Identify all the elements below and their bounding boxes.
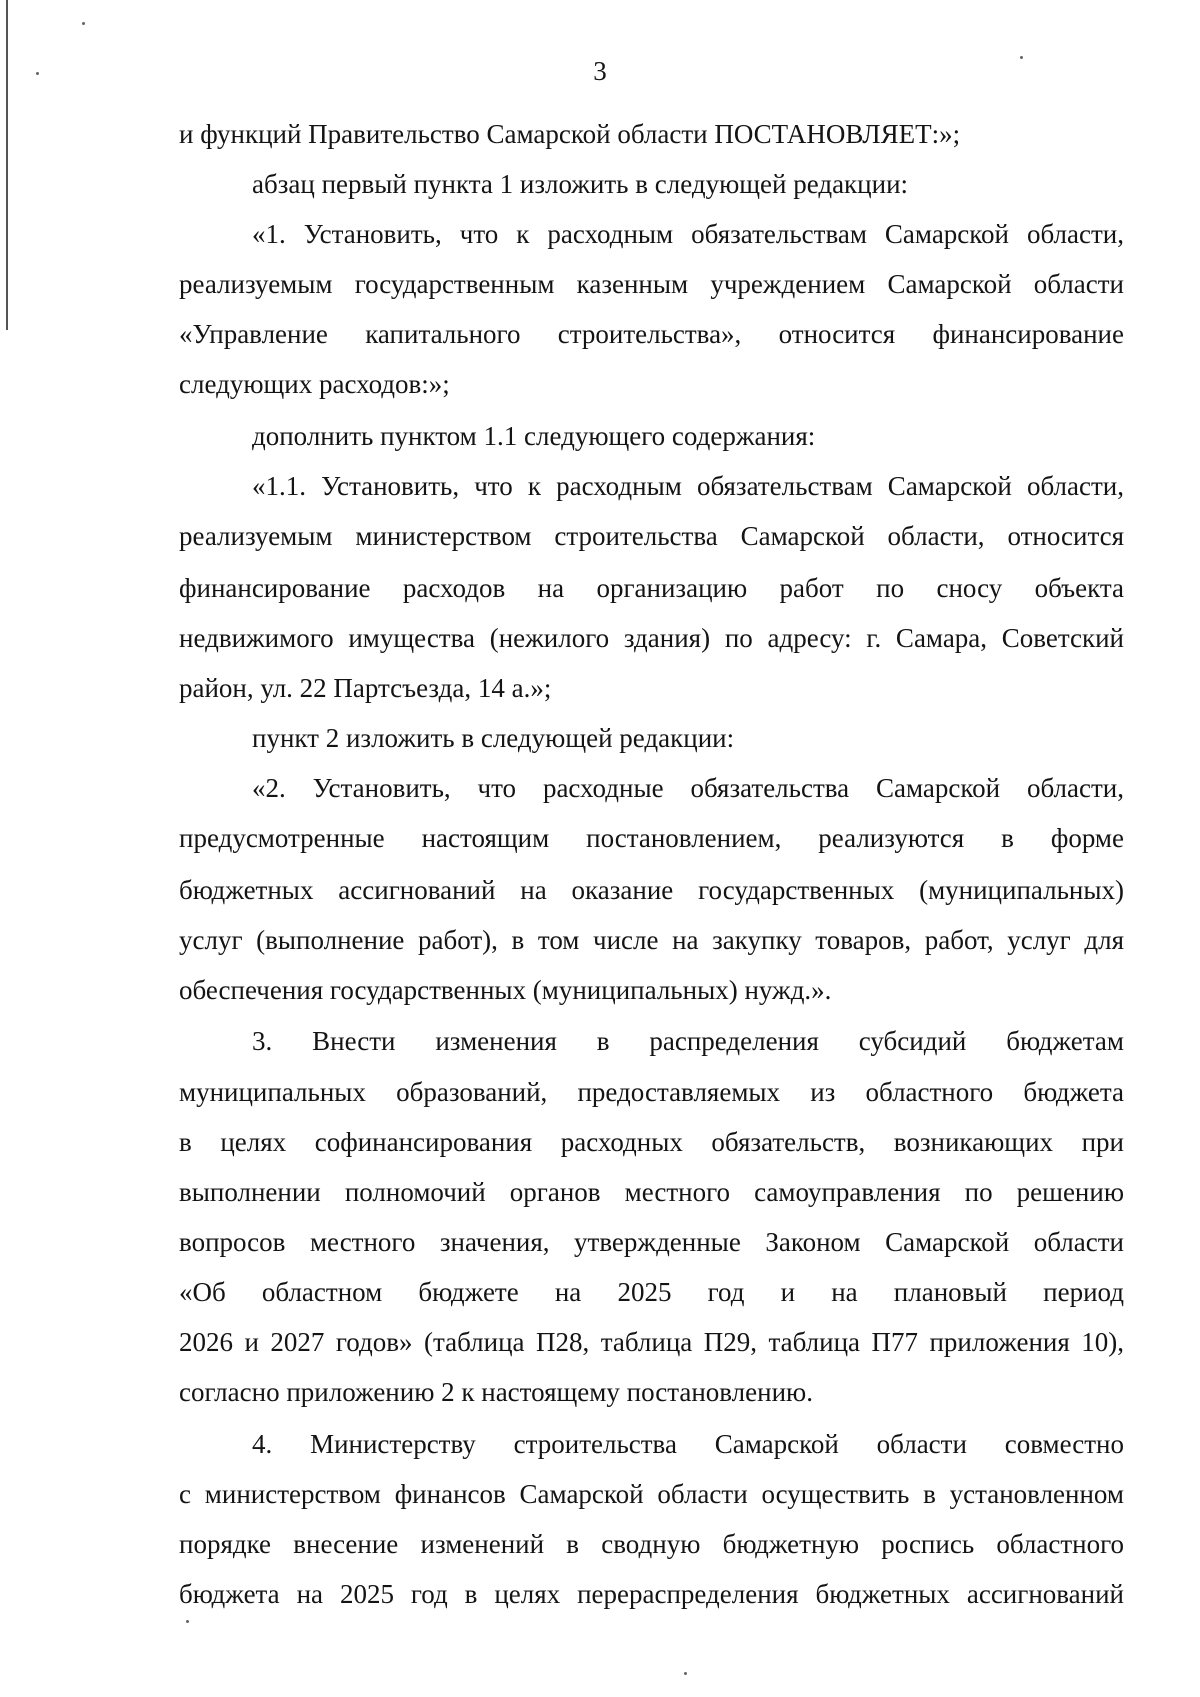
text-line: финансирование расходов на организацию работ по сносу объекта (179, 573, 1124, 603)
text-line: бюджета на 2025 год в целях перераспределения бюджетных ассигнований (179, 1579, 1124, 1609)
text-line: согласно приложению 2 к настоящему постановлению. (179, 1377, 813, 1407)
text-line: район, ул. 22 Партсъезда, 14 а.»; (179, 673, 552, 703)
text-line: выполнении полномочий органов местного самоуправления по решению (179, 1177, 1124, 1207)
text-line: «Управление капитального строительства», относится финансирование (179, 319, 1124, 349)
page-number: 3 (593, 56, 607, 86)
text-line: 2026 и 2027 годов» (таблица П28, таблица П29, таблица П77 приложения 10), (179, 1327, 1124, 1357)
text-line: 3. Внести изменения в распределения субсидий бюджетам (252, 1026, 1124, 1056)
text-line: с министерством финансов Самарской области осуществить в установленном (179, 1479, 1124, 1509)
text-line: «2. Установить, что расходные обязательства Самарской области, (252, 773, 1124, 803)
text-line: бюджетных ассигнований на оказание государственных (муниципальных) (179, 875, 1124, 905)
text-line: и функций Правительство Самарской области ПОСТАНОВЛЯЕТ:»; (179, 119, 961, 149)
text-line: следующих расходов:»; (179, 369, 450, 399)
text-line: дополнить пунктом 1.1 следующего содержания: (252, 421, 816, 451)
text-line: «1.1. Установить, что к расходным обязательствам Самарской области, (252, 471, 1124, 501)
text-line: вопросов местного значения, утвержденные Законом Самарской области (179, 1227, 1124, 1257)
scan-speck (684, 1672, 687, 1675)
scan-margin-line (6, 0, 8, 330)
text-line: в целях софинансирования расходных обязательств, возникающих при (179, 1127, 1124, 1157)
scan-speck (186, 1620, 189, 1623)
text-line: пункт 2 изложить в следующей редакции: (252, 723, 735, 753)
text-line: абзац первый пункта 1 изложить в следующей редакции: (252, 169, 909, 199)
text-line: «Об областном бюджете на 2025 год и на плановый период (179, 1277, 1124, 1307)
text-line: обеспечения государственных (муниципальных) нужд.». (179, 975, 832, 1005)
text-line: 4. Министерству строительства Самарской области совместно (252, 1429, 1124, 1459)
scan-speck (82, 22, 85, 25)
text-line: недвижимого имущества (нежилого здания) по адресу: г. Самара, Советский (179, 623, 1124, 653)
text-line: «1. Установить, что к расходным обязательствам Самарской области, (252, 219, 1124, 249)
text-line: реализуемым государственным казенным учреждением Самарской области (179, 269, 1124, 299)
text-line: услуг (выполнение работ), в том числе на закупку товаров, работ, услуг для (179, 925, 1124, 955)
text-line: муниципальных образований, предоставляемых из областного бюджета (179, 1077, 1124, 1107)
text-line: порядке внесение изменений в сводную бюджетную роспись областного (179, 1529, 1124, 1559)
text-line: реализуемым министерством строительства Самарской области, относится (179, 521, 1124, 551)
text-line: предусмотренные настоящим постановлением, реализуются в форме (179, 823, 1124, 853)
